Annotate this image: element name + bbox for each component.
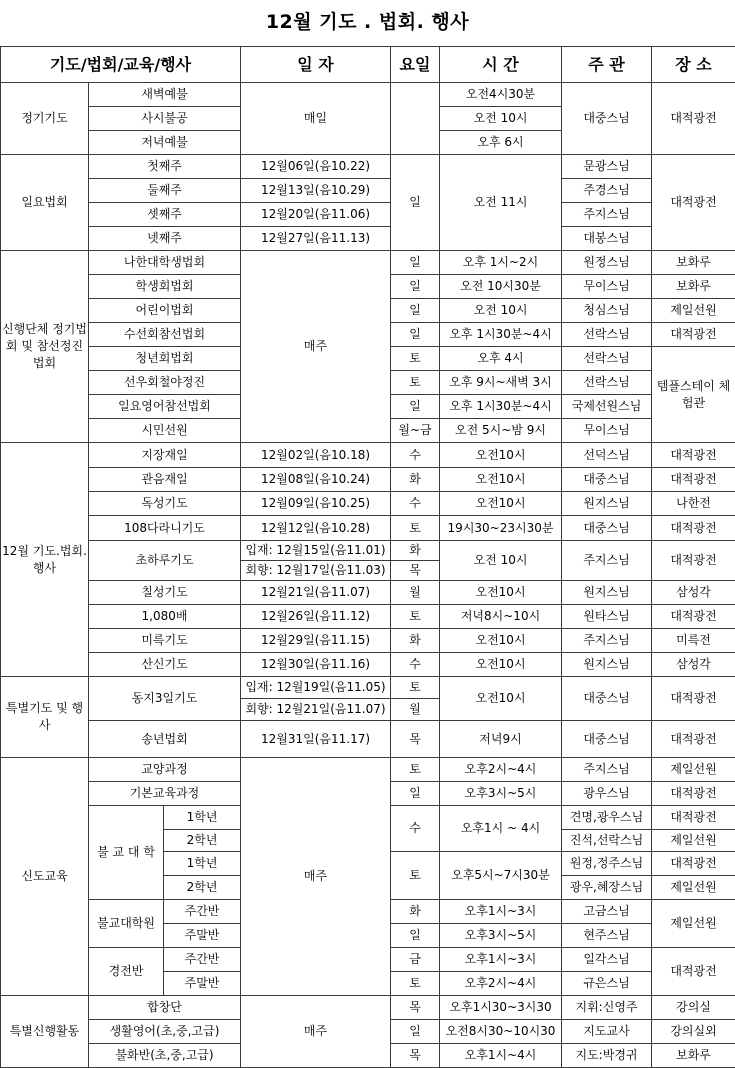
table-row: [1, 251, 735, 275]
event-host: 광우스님: [562, 782, 652, 806]
class-label: 주간반: [164, 948, 241, 972]
event-weekday: 일: [391, 299, 440, 323]
event-weekday: 목: [391, 1044, 440, 1068]
event-host: 대중스님: [562, 468, 652, 492]
grade-label: 2학년: [164, 876, 241, 900]
header-place: 장 소: [652, 47, 735, 83]
grade-label: 1학년: [164, 806, 241, 830]
event-weekday: 월: [391, 581, 440, 605]
event-weekday: 일: [391, 323, 440, 347]
event-time: 오전4시30분: [440, 83, 562, 107]
event-weekday: 토: [391, 605, 440, 629]
table-row: [1, 653, 735, 677]
event-host: 주지스님: [562, 541, 652, 581]
event-host: 대중스님: [562, 721, 652, 758]
event-host: 현주스님: [562, 924, 652, 948]
event-weekday: 목: [391, 996, 440, 1020]
event-host: 규은스님: [562, 972, 652, 996]
event-weekday: 화: [391, 468, 440, 492]
event-name: 셋째주: [89, 203, 241, 227]
event-place: 대적광전: [652, 443, 735, 468]
event-place: 템플스테이 체험관: [652, 347, 735, 443]
event-place: 강의실: [652, 996, 735, 1020]
event-weekday: 토: [391, 758, 440, 782]
event-time: 오전8시30~10시30: [440, 1020, 562, 1044]
event-name: 미륵기도: [89, 629, 241, 653]
event-place: 미륵전: [652, 629, 735, 653]
event-name: 저녁예불: [89, 131, 241, 155]
event-weekday: 목: [391, 561, 440, 581]
event-date: 12월09일(음10.25): [241, 492, 391, 516]
event-place: 대적광전: [652, 677, 735, 721]
event-place: 삼성각: [652, 581, 735, 605]
event-date: 회향: 12월17일(음11.03): [241, 561, 391, 581]
event-host: 선덕스님: [562, 443, 652, 468]
event-date: 12월02일(음10.18): [241, 443, 391, 468]
table-row: [1, 581, 735, 605]
event-name: 새벽예불: [89, 83, 241, 107]
table-row: [1, 516, 735, 541]
grade-label: 2학년: [164, 830, 241, 852]
event-host: 주지스님: [562, 758, 652, 782]
event-weekday: 월: [391, 699, 440, 721]
sutra-class-label: 경전반: [89, 948, 164, 996]
event-name: 합창단: [89, 996, 241, 1020]
event-place: 대적광전: [652, 948, 735, 996]
group-daily-prayer: 정기기도: [1, 83, 89, 155]
event-name: 청년회법회: [89, 347, 241, 371]
event-time: 오전 11시: [440, 155, 562, 251]
event-time: 오후2시~4시: [440, 758, 562, 782]
header-date: 일 자: [241, 47, 391, 83]
table-row: [1, 605, 735, 629]
table-row: [1, 443, 735, 468]
event-place: 보화루: [652, 275, 735, 299]
event-place: 강의실외: [652, 1020, 735, 1044]
event-time: 오전10시: [440, 629, 562, 653]
event-name: 초하루기도: [89, 541, 241, 581]
event-host: 지휘:신영주: [562, 996, 652, 1020]
group-special-activities: 특별신행활동: [1, 996, 89, 1068]
event-place: 삼성각: [652, 653, 735, 677]
event-date: 12월12일(음10.28): [241, 516, 391, 541]
table-row: [1, 996, 735, 1020]
event-time: 오전 10시30분: [440, 275, 562, 299]
event-place: 대적광전: [652, 323, 735, 347]
event-time: 오후1시~4시: [440, 1044, 562, 1068]
table-row: [1, 227, 735, 251]
event-time: 오후1시~3시: [440, 900, 562, 924]
event-time: 저녁9시: [440, 721, 562, 758]
event-host: 무이스님: [562, 419, 652, 443]
event-host: 견명,광우스님: [562, 806, 652, 830]
table-row: [1, 468, 735, 492]
event-weekday: 일: [391, 155, 440, 251]
table-row: [1, 541, 735, 561]
event-name: 일요영어참선법회: [89, 395, 241, 419]
grade-label: 1학년: [164, 852, 241, 876]
event-host: 고금스님: [562, 900, 652, 924]
event-host: 주지스님: [562, 203, 652, 227]
event-time: 오후2시~4시: [440, 972, 562, 996]
event-host: 선락스님: [562, 347, 652, 371]
group-education: 신도교육: [1, 758, 89, 996]
event-place: 대적광전: [652, 541, 735, 581]
event-weekday: 토: [391, 677, 440, 699]
event-host: 일각스님: [562, 948, 652, 972]
event-time: 19시30~23시30분: [440, 516, 562, 541]
event-host: 주지스님: [562, 629, 652, 653]
event-name: 독성기도: [89, 492, 241, 516]
event-place: 제일선원: [652, 830, 735, 852]
group-fellowship: 신행단체 정기법회 및 참선정진 법회: [1, 251, 89, 443]
event-time: 오전10시: [440, 443, 562, 468]
event-place: 대적광전: [652, 852, 735, 876]
event-place: 대적광전: [652, 83, 735, 155]
event-host: 대봉스님: [562, 227, 652, 251]
group-december-events: 12월 기도.법회. 행사: [1, 443, 89, 677]
event-name: 1,080배: [89, 605, 241, 629]
buddhist-college-label: 불 교 대 학: [89, 806, 164, 900]
event-date: 매주: [241, 758, 391, 996]
event-host: 원지스님: [562, 653, 652, 677]
table-row: [1, 758, 735, 782]
event-time: 저녁8시~10시: [440, 605, 562, 629]
event-time: 오전10시: [440, 653, 562, 677]
event-place: 대적광전: [652, 605, 735, 629]
event-time: 오전 10시: [440, 541, 562, 581]
event-place: 나한전: [652, 492, 735, 516]
event-name: 나한대학생법회: [89, 251, 241, 275]
event-time: 오후3시~5시: [440, 782, 562, 806]
event-place: 제일선원: [652, 876, 735, 900]
event-name: 넷째주: [89, 227, 241, 251]
table-row: [1, 179, 735, 203]
event-place: 대적광전: [652, 516, 735, 541]
event-weekday: 일: [391, 275, 440, 299]
event-date: 12월20일(음11.06): [241, 203, 391, 227]
event-name: 불화반(초,중,고급): [89, 1044, 241, 1068]
event-place: 보화루: [652, 1044, 735, 1068]
table-row: [1, 629, 735, 653]
event-weekday: 토: [391, 347, 440, 371]
event-name: 학생회법회: [89, 275, 241, 299]
event-time: 오전10시: [440, 581, 562, 605]
class-label: 주말반: [164, 924, 241, 948]
event-time: 오후3시~5시: [440, 924, 562, 948]
event-date: 12월08일(음10.24): [241, 468, 391, 492]
event-host: 지도교사: [562, 1020, 652, 1044]
event-host: 지도:박경귀: [562, 1044, 652, 1068]
event-place: 제일선원: [652, 299, 735, 323]
event-host: 선락스님: [562, 371, 652, 395]
event-weekday: 일: [391, 395, 440, 419]
event-time: 오전10시: [440, 468, 562, 492]
event-weekday: 수: [391, 653, 440, 677]
group-special-events: 특별기도 및 행사: [1, 677, 89, 758]
event-date: 12월31일(음11.17): [241, 721, 391, 758]
event-name: 시민선원: [89, 419, 241, 443]
event-weekday: 화: [391, 900, 440, 924]
event-place: 보화루: [652, 251, 735, 275]
event-weekday: 금: [391, 948, 440, 972]
schedule-body: [1, 47, 735, 1068]
event-host: 무이스님: [562, 275, 652, 299]
event-host: 대중스님: [562, 677, 652, 721]
header-row: [1, 47, 735, 83]
event-time: 오후5시~7시30분: [440, 852, 562, 900]
event-name: 108다라니기도: [89, 516, 241, 541]
event-host: 원지스님: [562, 492, 652, 516]
event-place: 대적광전: [652, 155, 735, 251]
event-weekday: 일: [391, 924, 440, 948]
event-weekday: 수: [391, 492, 440, 516]
event-weekday: 화: [391, 629, 440, 653]
event-place: 제일선원: [652, 900, 735, 948]
event-name: 선우회철야정진: [89, 371, 241, 395]
event-host: 선락스님: [562, 323, 652, 347]
table-row: [1, 492, 735, 516]
event-weekday: 수: [391, 443, 440, 468]
event-host: 국제선원스님: [562, 395, 652, 419]
event-name: 사시불공: [89, 107, 241, 131]
table-row: [1, 677, 735, 699]
table-row: [1, 83, 735, 107]
event-weekday: 토: [391, 852, 440, 900]
event-name: 둘째주: [89, 179, 241, 203]
event-host: 원정,정주스님: [562, 852, 652, 876]
event-name: 수선회참선법회: [89, 323, 241, 347]
event-place: 대적광전: [652, 721, 735, 758]
schedule-table: [0, 46, 735, 1068]
event-host: 대중스님: [562, 83, 652, 155]
event-host: 진석,선락스님: [562, 830, 652, 852]
event-name: 교양과정: [89, 758, 241, 782]
event-time: 오후1시 ~ 4시: [440, 806, 562, 852]
event-host: 광우,혜장스님: [562, 876, 652, 900]
event-weekday: 화: [391, 541, 440, 561]
header-category: 기도/법회/교육/행사: [1, 47, 241, 83]
event-time: 오전10시: [440, 677, 562, 721]
event-name: 기본교육과정: [89, 782, 241, 806]
event-weekday: 토: [391, 371, 440, 395]
event-name: 동지3일기도: [89, 677, 241, 721]
event-time: 오후 1시~2시: [440, 251, 562, 275]
graduate-school-label: 불교대학원: [89, 900, 164, 948]
event-name: 어린이법회: [89, 299, 241, 323]
event-date: 12월06일(음10.22): [241, 155, 391, 179]
event-name: 칠성기도: [89, 581, 241, 605]
event-time: 오후 9시~새벽 3시: [440, 371, 562, 395]
event-date: 12월13일(음10.29): [241, 179, 391, 203]
event-date: 매주: [241, 996, 391, 1068]
event-weekday: 수: [391, 806, 440, 852]
event-time: 오후 6시: [440, 131, 562, 155]
event-time: 오후1시~3시: [440, 948, 562, 972]
event-host: 주경스님: [562, 179, 652, 203]
event-weekday: 목: [391, 721, 440, 758]
event-name: 첫째주: [89, 155, 241, 179]
event-name: 산신기도: [89, 653, 241, 677]
event-date: 입재: 12월19일(음11.05): [241, 677, 391, 699]
event-time: 오전 10시: [440, 107, 562, 131]
event-date: 12월21일(음11.07): [241, 581, 391, 605]
event-weekday: 월~금: [391, 419, 440, 443]
event-weekday: 일: [391, 1020, 440, 1044]
event-time: 오후 1시30분~4시: [440, 395, 562, 419]
page-title: 12월 기도 . 법회. 행사: [265, 11, 470, 33]
event-host: 원타스님: [562, 605, 652, 629]
table-row: [1, 155, 735, 179]
event-date: 12월30일(음11.16): [241, 653, 391, 677]
group-sunday-service: 일요법회: [1, 155, 89, 251]
event-weekday: 토: [391, 516, 440, 541]
event-place: 제일선원: [652, 758, 735, 782]
event-host: 원정스님: [562, 251, 652, 275]
event-host: 청심스님: [562, 299, 652, 323]
event-host: 원지스님: [562, 581, 652, 605]
table-row: [1, 203, 735, 227]
event-date: 매주: [241, 251, 391, 443]
header-host: 주 관: [562, 47, 652, 83]
event-place: 대적광전: [652, 468, 735, 492]
event-host: 대중스님: [562, 516, 652, 541]
event-date: 12월26일(음11.12): [241, 605, 391, 629]
event-date: 12월27일(음11.13): [241, 227, 391, 251]
event-time: 오후 4시: [440, 347, 562, 371]
header-time: 시 간: [440, 47, 562, 83]
event-place: 대적광전: [652, 782, 735, 806]
event-time: 오후1시30~3시30: [440, 996, 562, 1020]
event-name: 지장재일: [89, 443, 241, 468]
event-weekday: 토: [391, 972, 440, 996]
class-label: 주간반: [164, 900, 241, 924]
event-date: 매일: [241, 83, 391, 155]
event-date: 회향: 12월21일(음11.07): [241, 699, 391, 721]
event-name: 생활영어(초,중,고급): [89, 1020, 241, 1044]
header-weekday: 요일: [391, 47, 440, 83]
class-label: 주말반: [164, 972, 241, 996]
event-time: 오전 10시: [440, 299, 562, 323]
table-row: [1, 721, 735, 758]
event-time: 오전10시: [440, 492, 562, 516]
event-date: 입재: 12월15일(음11.01): [241, 541, 391, 561]
event-name: 송년법회: [89, 721, 241, 758]
event-weekday: 일: [391, 251, 440, 275]
event-name: 관음재일: [89, 468, 241, 492]
event-weekday: [391, 83, 440, 155]
event-weekday: 일: [391, 782, 440, 806]
event-time: 오전 5시~밤 9시: [440, 419, 562, 443]
event-date: 12월29일(음11.15): [241, 629, 391, 653]
event-time: 오후 1시30분~4시: [440, 323, 562, 347]
event-place: 대적광전: [652, 806, 735, 830]
event-host: 문광스님: [562, 155, 652, 179]
